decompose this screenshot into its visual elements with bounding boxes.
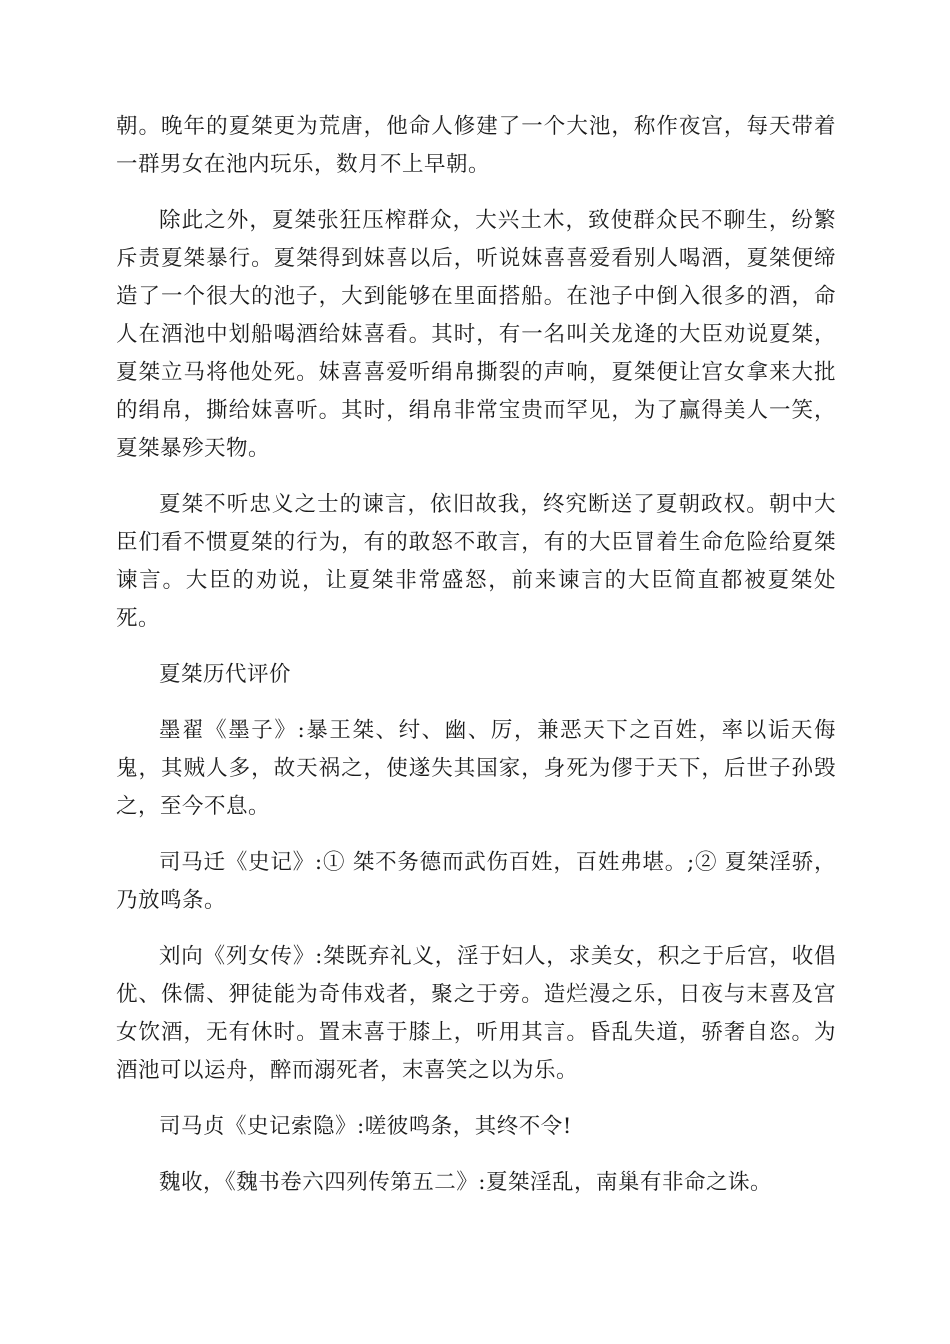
document-body bbox=[116, 108, 836, 1220]
quote-mozi: 墨翟《墨子》:暴王桀、纣、幽、厉，兼恶天下之百姓，率以诟天侮鬼，其贼人多，故天祸之，使遂失其国家，身死为僇于天下，后世子孙毁之，至今不息。 bbox=[116, 718, 836, 819]
section-heading-evaluations: 夏桀历代评价 bbox=[159, 662, 292, 687]
quote-shiji: 司马迁《史记》:① 桀不务德而武伤百姓，百姓弗堪。;② 夏桀淫骄，乃放鸣条。 bbox=[116, 850, 836, 913]
quote-lienu-zhuan: 刘向《列女传》:桀既弃礼义，淫于妇人，求美女，积之于后宫，收倡优、侏儒、狎徒能为奇伟戏者，聚之于旁。造烂漫之乐，日夜与末喜及宫女饮酒，无有休时。置末喜于膝上，听用其言。昏乱失道，骄奢自恣。为酒池可以运舟，醉而溺死者，末喜笑之以为乐。 bbox=[116, 944, 836, 1083]
paragraph-ignoring-advice: 夏桀不听忠义之士的谏言，依旧故我，终究断送了夏朝政权。朝中大臣们看不惯夏桀的行为，有的敢怒不敢言，有的大臣冒着生命危险给夏桀谏言。大臣的劝说，让夏桀非常盛怒，前来谏言的大臣简直都被夏桀处死。 bbox=[116, 492, 836, 631]
quote-shiji-suoyin: 司马贞《史记索隐》:嗟彼鸣条，其终不令! bbox=[159, 1114, 572, 1139]
paragraph-continuation: 朝。晚年的夏桀更为荒唐，他命人修建了一个大池，称作夜宫，每天带着一群男女在池内玩乐，数月不上早朝。 bbox=[116, 114, 836, 177]
quote-weishu: 魏收，《魏书卷六四列传第五二》:夏桀淫乱，南巢有非命之诛。 bbox=[159, 1170, 772, 1195]
paragraph-tyranny: 除此之外，夏桀张狂压榨群众，大兴土木，致使群众民不聊生，纷繁斥责夏桀暴行。夏桀得到妺喜以后，听说妺喜喜爱看别人喝酒，夏桀便缔造了一个很大的池子，大到能够在里面搭船。在池子中倒入很多的酒，命人在酒池中划船喝酒给妺喜看。其时，有一名叫关龙逄的大臣劝说夏桀，夏桀立马将他处死。妺喜喜爱听绢帛撕裂的声响，夏桀便让宫女拿来大批的绢帛，撕给妺喜听。其时，绢帛非常宝贵而罕见，为了赢得美人一笑，夏桀暴殄天物。 bbox=[116, 208, 836, 461]
